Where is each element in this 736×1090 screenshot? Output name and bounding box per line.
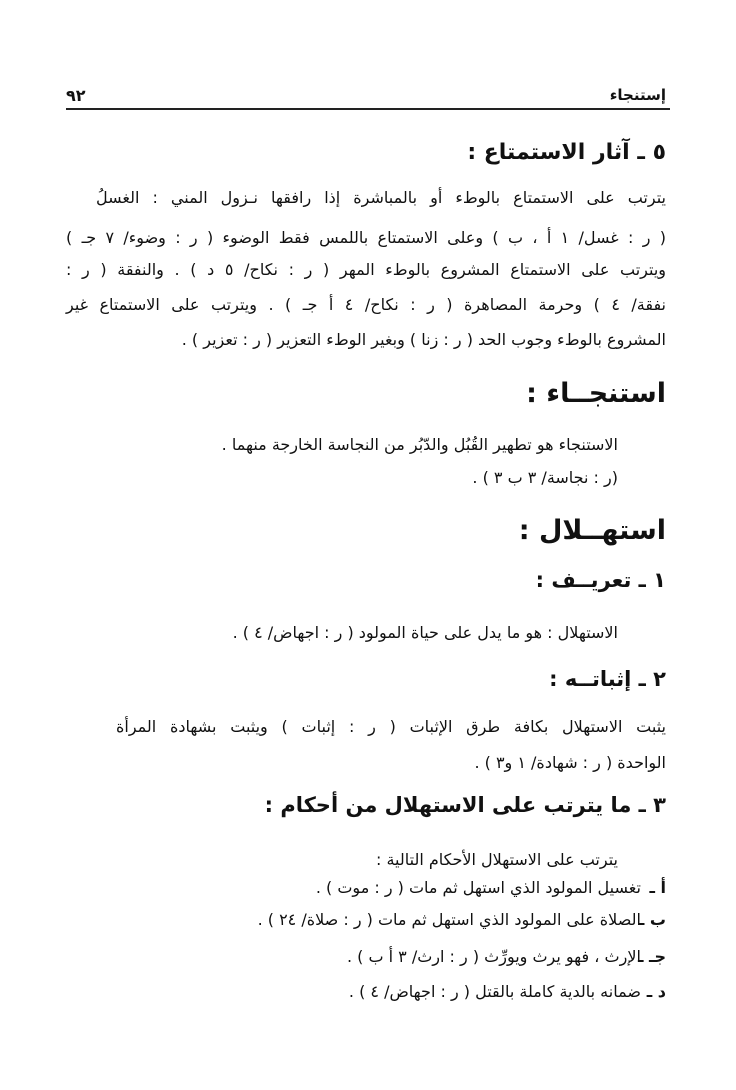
paragraph-line: ( ر : غسل/ ١ أ ، ب ) وعلى الاستمتاع باللمس فقط الوضوء ( ر : وضوء/ ٧ جـ ) <box>66 228 667 247</box>
list-item-text: الصلاة على المولود الذي استهل ثم مات ( ر : صلاة/ ٢٤ ) . <box>257 910 641 929</box>
list-item <box>347 947 666 966</box>
list-marker: أ ـ <box>649 878 666 897</box>
subsection-heading-definition: ١ ـ تعريــف : <box>535 568 666 592</box>
page-number: ٩٢ <box>66 86 86 105</box>
istinja-reference: (ر : نجاسة/ ٣ ب ٣ ) . <box>472 468 618 487</box>
list-item <box>316 878 666 897</box>
paragraph-line: نفقة/ ٤ ) وحرمة المصاهرة ( ر : نكاح/ ٤ أ جـ ) . ويترتب على الاستمتاع غير <box>66 295 667 314</box>
istinja-definition: الاستنجاء هو تطهير القُبُل والدّبُر من النجاسة الخارجة منهما . <box>221 435 618 454</box>
list-marker: جـ ـ <box>637 947 666 966</box>
list-item-text: تغسيل المولود الذي استهل ثم مات ( ر : موت ) . <box>315 878 641 897</box>
list-item <box>258 910 666 929</box>
paragraph-line: المشروع بالوطء وجوب الحد ( ر : زنا ) وبغير الوطء التعزير ( ر : تعزير ) . <box>181 330 666 349</box>
rulings-intro: يترتب على الاستهلال الأحكام التالية : <box>375 850 618 869</box>
list-marker: د ـ <box>646 982 666 1001</box>
section-heading: ٥ ـ آثار الاستمتاع : <box>467 140 666 165</box>
subsection-heading-proof: ٢ ـ إثباتــه : <box>549 667 666 691</box>
entry-heading-istinja: استنجــاء : <box>526 378 666 409</box>
paragraph-line: يثبت الاستهلال بكافة طرق الإثبات ( ر : إثبات ) ويثبت بشهادة المرأة <box>116 717 666 736</box>
paragraph-line: يترتب على الاستمتاع بالوطء أو بالمباشرة إذا رافقها نـزول المني : الغسلُ <box>96 188 666 207</box>
list-marker: ب ـ <box>638 910 666 929</box>
paragraph-line: الواحدة ( ر : شهادة/ ١ و٣ ) . <box>474 753 666 772</box>
header-divider <box>66 108 670 110</box>
list-item <box>349 982 666 1001</box>
list-item-text: الإرث ، فهو يرث ويورِّث ( ر : ارث/ ٣ أ ب ) . <box>346 947 641 966</box>
entry-heading-istihlal: استهــلال : <box>518 515 666 546</box>
list-item-text: ضمانه بالدية كاملة بالقتل ( ر : اجهاض/ ٤ ) . <box>348 982 641 1001</box>
paragraph-line: ويترتب على الاستمتاع المشروع بالوطء المهر ( ر : نكاح/ ٥ د ) . والنفقة ( ر : <box>66 260 667 279</box>
running-header-title: إستنجاء <box>609 86 666 104</box>
subsection-heading-rulings: ٣ ـ ما يترتب على الاستهلال من أحكام : <box>264 793 666 817</box>
istihlal-definition: الاستهلال : هو ما يدل على حياة المولود ( ر : اجهاض/ ٤ ) . <box>232 623 618 642</box>
